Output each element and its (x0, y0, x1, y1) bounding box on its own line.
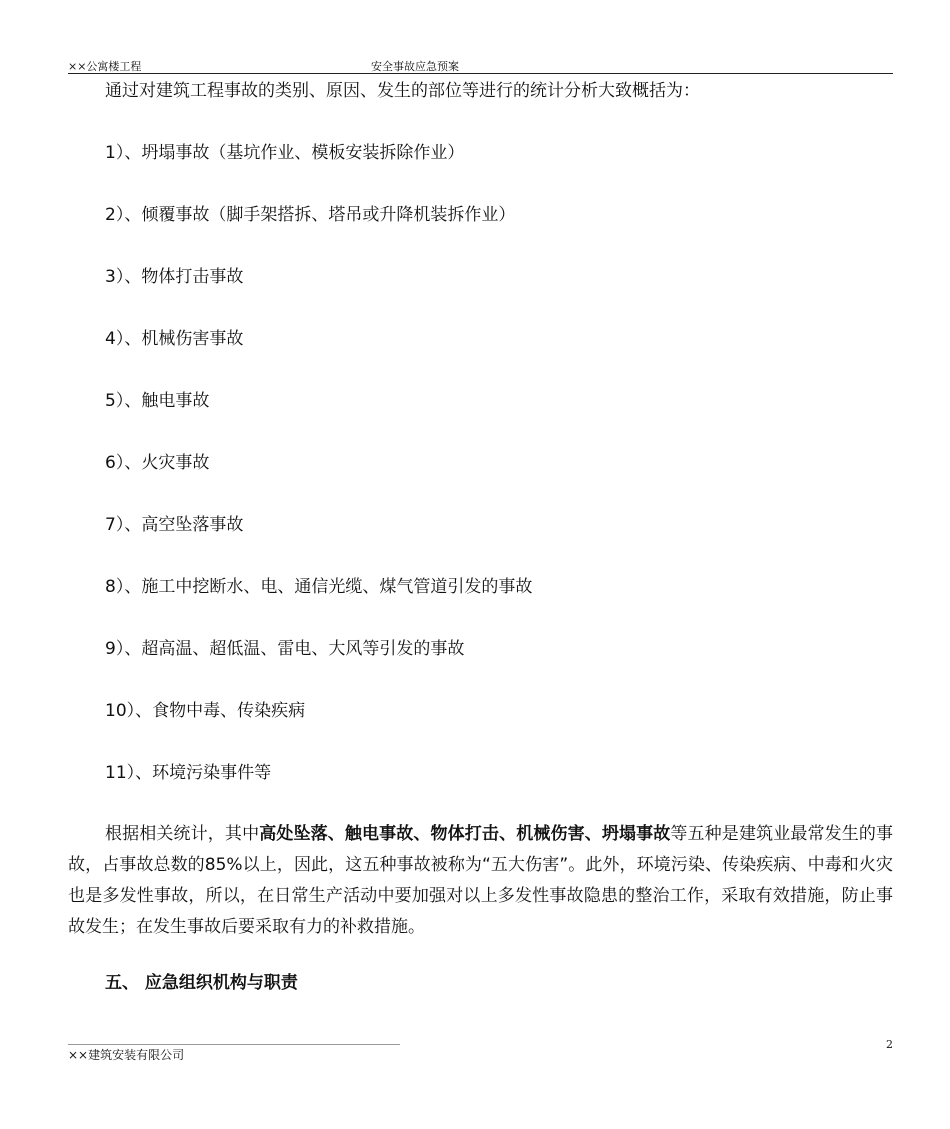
footer-company: ××建筑安装有限公司 (68, 1048, 185, 1062)
list-item: 1）、坍塌事故（基坑作业、模板安装拆除作业） (105, 143, 465, 163)
list-item: 2）、倾覆事故（脚手架搭拆、塔吊或升降机装拆作业） (105, 205, 516, 225)
section-heading: 五、 应急组织机构与职责 (105, 973, 298, 993)
list-item: 8）、施工中挖断水、电、通信光缆、煤气管道引发的事故 (105, 577, 533, 597)
list-item: 6）、火灾事故 (105, 453, 210, 473)
list-item: 11）、环境污染事件等 (105, 763, 272, 783)
list-item: 10）、食物中毒、传染疾病 (105, 701, 306, 721)
statistics-paragraph (68, 819, 893, 943)
paragraph-text-end: 等五种是建筑业最常发生的事故，占事故总数的85%以上，因此，这五种事故被称为“五大伤害”。此外，环境污染、传染疾病、中毒和火灾也是多发性事故，所以，在日常生产活动中要加强对以上多发性事故隐患的整治工作，采取有效措施，防止事故发生；在发生事故后要采取有力的补救措施。 (68, 824, 894, 937)
page-header (68, 56, 893, 74)
list-item: 5）、触电事故 (105, 391, 210, 411)
page-number: 2 (886, 1038, 893, 1051)
list-item: 3）、物体打击事故 (105, 267, 244, 287)
paragraph-text-start: 根据相关统计，其中 (105, 824, 260, 844)
list-item: 9）、超高温、超低温、雷电、大风等引发的事故 (105, 639, 465, 659)
paragraph-bold-accidents: 高处坠落、触电事故、物体打击、机械伤害、坍塌事故 (259, 824, 671, 844)
list-item: 4）、机械伤害事故 (105, 329, 244, 349)
list-item: 7）、高空坠落事故 (105, 515, 244, 535)
footer-divider (68, 1044, 400, 1045)
intro-line: 通过对建筑工程事故的类别、原因、发生的部位等进行的统计分析大致概括为： (105, 81, 700, 101)
header-project-name: ××公寓楼工程 (68, 60, 142, 73)
header-document-title: 安全事故应急预案 (371, 60, 459, 73)
